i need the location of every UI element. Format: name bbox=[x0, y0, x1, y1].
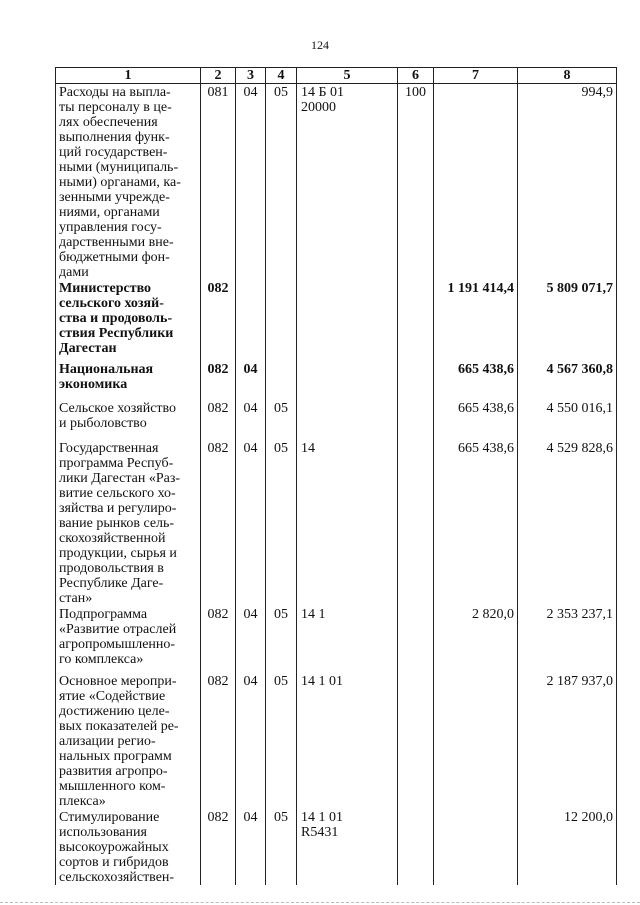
row-subsection-code: 05 bbox=[266, 84, 297, 281]
row-ministry-code: 082 bbox=[201, 606, 236, 673]
row-amount-col7: 665 438,6 bbox=[434, 440, 518, 606]
row-amount-col8: 2 187 937,0 bbox=[518, 673, 617, 809]
row-amount-col8: 4 567 360,8 bbox=[518, 361, 617, 400]
row-ministry-code: 082 bbox=[201, 440, 236, 606]
row-section-code: 04 bbox=[236, 361, 266, 400]
table-row bbox=[56, 400, 617, 440]
row-amount-col8: 5 809 071,7 bbox=[518, 280, 617, 361]
row-expense-type: 100 bbox=[398, 84, 434, 281]
row-name: Государственная программа Респуб- лики Дагестан «Раз- витие сельского хо- зяйства и регулиро- вание рынков сель- скохозяйственной продукции, сырья и продовольствия в Республике Даге- стан» bbox=[56, 440, 201, 606]
row-section-code: 04 bbox=[236, 440, 266, 606]
row-target-article bbox=[297, 361, 398, 400]
table-body bbox=[56, 84, 617, 886]
table-row bbox=[56, 84, 617, 281]
row-subsection-code: 05 bbox=[266, 440, 297, 606]
row-amount-col7: 1 191 414,4 bbox=[434, 280, 518, 361]
row-ministry-code: 081 bbox=[201, 84, 236, 281]
row-amount-col7 bbox=[434, 84, 518, 281]
row-expense-type bbox=[398, 673, 434, 809]
row-target-article: 14 1 bbox=[297, 606, 398, 673]
row-subsection-code: 05 bbox=[266, 673, 297, 809]
table-row bbox=[56, 440, 617, 606]
row-amount-col7: 2 820,0 bbox=[434, 606, 518, 673]
row-amount-col7: 665 438,6 bbox=[434, 400, 518, 440]
table-row bbox=[56, 606, 617, 673]
row-expense-type bbox=[398, 361, 434, 400]
row-amount-col8: 4 550 016,1 bbox=[518, 400, 617, 440]
row-target-article: 14 bbox=[297, 440, 398, 606]
table-row bbox=[56, 673, 617, 809]
row-target-article bbox=[297, 400, 398, 440]
row-expense-type bbox=[398, 606, 434, 673]
header-col-7: 7 bbox=[434, 68, 518, 84]
row-name: Министерство сельского хозяй- ства и продоволь- ствия Республики Дагестан bbox=[56, 280, 201, 361]
row-ministry-code: 082 bbox=[201, 361, 236, 400]
row-name: Стимулирование использования высокоурожайных сортов и гибридов сельскохозяйствен- bbox=[56, 809, 201, 885]
row-ministry-code: 082 bbox=[201, 280, 236, 361]
row-subsection-code bbox=[266, 280, 297, 361]
row-target-article: 14 1 01 bbox=[297, 673, 398, 809]
header-col-5: 5 bbox=[297, 68, 398, 84]
row-expense-type bbox=[398, 400, 434, 440]
row-expense-type bbox=[398, 280, 434, 361]
row-amount-col8: 12 200,0 bbox=[518, 809, 617, 885]
row-subsection-code: 05 bbox=[266, 809, 297, 885]
header-col-2: 2 bbox=[201, 68, 236, 84]
row-ministry-code: 082 bbox=[201, 673, 236, 809]
row-amount-col7 bbox=[434, 809, 518, 885]
row-section-code: 04 bbox=[236, 84, 266, 281]
row-name: Сельское хозяйство и рыболовство bbox=[56, 400, 201, 440]
row-section-code: 04 bbox=[236, 606, 266, 673]
header-col-1: 1 bbox=[56, 68, 201, 84]
header-col-3: 3 bbox=[236, 68, 266, 84]
row-subsection-code: 05 bbox=[266, 606, 297, 673]
budget-table bbox=[55, 67, 617, 885]
row-name: Подпрограмма «Развитие отраслей агропромышленно- го комплекса» bbox=[56, 606, 201, 673]
row-subsection-code: 05 bbox=[266, 400, 297, 440]
header-col-4: 4 bbox=[266, 68, 297, 84]
row-section-code: 04 bbox=[236, 809, 266, 885]
footer-divider bbox=[0, 902, 640, 903]
row-ministry-code: 082 bbox=[201, 400, 236, 440]
row-name: Национальная экономика bbox=[56, 361, 201, 400]
table-row bbox=[56, 280, 617, 361]
row-amount-col8: 2 353 237,1 bbox=[518, 606, 617, 673]
row-target-article: 14 Б 01 20000 bbox=[297, 84, 398, 281]
row-subsection-code bbox=[266, 361, 297, 400]
row-target-article bbox=[297, 280, 398, 361]
row-expense-type bbox=[398, 809, 434, 885]
row-name: Расходы на выпла- ты персоналу в це- лях обеспечения выполнения функ- ций государствен- ными (муниципаль- ными) органами, ка- зенными учрежде- ниями, органами управления госу- дарственными вне- бюджетными фон- дами bbox=[56, 84, 201, 281]
table-row bbox=[56, 361, 617, 400]
page-number: 124 bbox=[311, 38, 329, 52]
row-amount-col7 bbox=[434, 673, 518, 809]
row-amount-col7: 665 438,6 bbox=[434, 361, 518, 400]
header-col-6: 6 bbox=[398, 68, 434, 84]
row-amount-col8: 994,9 bbox=[518, 84, 617, 281]
row-name: Основное меропри- ятие «Содействие достижению целе- вых показателей ре- ализации регио- нальных программ развития агропро- мышленного ком- плекса» bbox=[56, 673, 201, 809]
row-expense-type bbox=[398, 440, 434, 606]
row-amount-col8: 4 529 828,6 bbox=[518, 440, 617, 606]
row-target-article: 14 1 01 R5431 bbox=[297, 809, 398, 885]
row-section-code bbox=[236, 280, 266, 361]
row-section-code: 04 bbox=[236, 673, 266, 809]
table-row bbox=[56, 809, 617, 885]
header-row bbox=[56, 68, 617, 84]
header-col-8: 8 bbox=[518, 68, 617, 84]
row-ministry-code: 082 bbox=[201, 809, 236, 885]
row-section-code: 04 bbox=[236, 400, 266, 440]
